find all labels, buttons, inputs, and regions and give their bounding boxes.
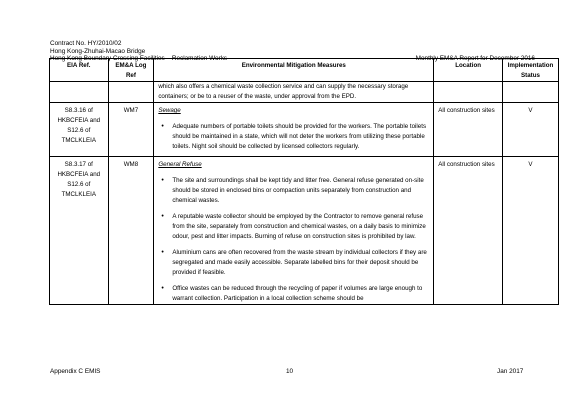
works-name: Hong Kong Boundary Crossing Facilities – Reclamation Works <box>50 55 228 63</box>
header-location: Location <box>434 59 503 82</box>
table-row <box>50 103 559 157</box>
list-item: • The site and surroundings shall be kept tidy and litter free. General refuse generated on-site should be stored in enclosed bins or compaction units separately from construction and chemical wastes. <box>158 176 429 206</box>
header-status: Implementation Status <box>502 59 558 82</box>
measure-title: General Refuse <box>158 161 202 168</box>
log-ref-cell: WM8 <box>108 157 154 305</box>
measure-list <box>158 176 429 304</box>
list-item: • A reputable waste collector should be employed by the Contractor to remove general refuse from the site, separately from construction and chemical wastes, on a daily basis to minimize odour, pest and litter impacts. Burning of refuse on construction sites is prohibited by law. <box>158 212 429 242</box>
measures-cell <box>154 157 434 305</box>
header-log-ref: EM&A Log Ref <box>108 59 154 82</box>
table-row <box>50 82 559 103</box>
continued-text: which also offers a chemical waste collection service and can supply the necessary storage containers; or be to a reuser of the waste, under approval from the EPD. <box>154 82 434 103</box>
list-item: • Aluminium cans are often recovered from the waste stream by individual collectors if they are segregated and made easily accessible. Separate labelled bins for their deposit should be provided if feasible. <box>158 248 429 278</box>
list-item: • Adequate numbers of portable toilets should be provided for the workers. The portable toilets should be maintained in a state, which will not deter the workers from utilizing these portable toilets. Night soil should be collected by licensed collectors regularly. <box>158 122 429 152</box>
eia-ref-cell: S8.3.16 of HKBCFEIA and S12.6 of TMCLKLEIA <box>50 103 109 157</box>
measures-cell <box>154 103 434 157</box>
header-eia-ref: EIA Ref. <box>50 59 109 82</box>
location-cell: All construction sites <box>434 157 503 305</box>
table-row <box>50 157 559 305</box>
project-name: Hong Kong-Zhuhai-Macao Bridge <box>50 47 146 55</box>
table-header-row <box>50 59 559 82</box>
eia-ref-cell: S8.3.17 of HKBCFEIA and S12.6 of TMCLKLEIA <box>50 157 109 305</box>
header-measures: Environmental Mitigation Measures <box>154 59 434 82</box>
status-cell: V <box>502 103 558 157</box>
measure-title: Sewage <box>158 107 181 114</box>
footer-appendix: Appendix C EMIS <box>50 368 101 375</box>
mitigation-table <box>49 58 559 305</box>
measure-list <box>158 122 429 152</box>
log-ref-cell: WM7 <box>108 103 154 157</box>
status-cell: V <box>502 157 558 305</box>
contract-number: Contract No. HY/2010/02 <box>50 40 122 47</box>
report-title: Monthly EM&A Report for December 2016 <box>415 55 535 62</box>
list-item: • Office wastes can be reduced through the recycling of paper if volumes are large enough to warrant collection. Participation in a local collection scheme should be <box>158 284 429 304</box>
footer-date: Jan 2017 <box>497 368 524 375</box>
page-number: 10 <box>286 368 294 375</box>
location-cell: All construction sites <box>434 103 503 157</box>
